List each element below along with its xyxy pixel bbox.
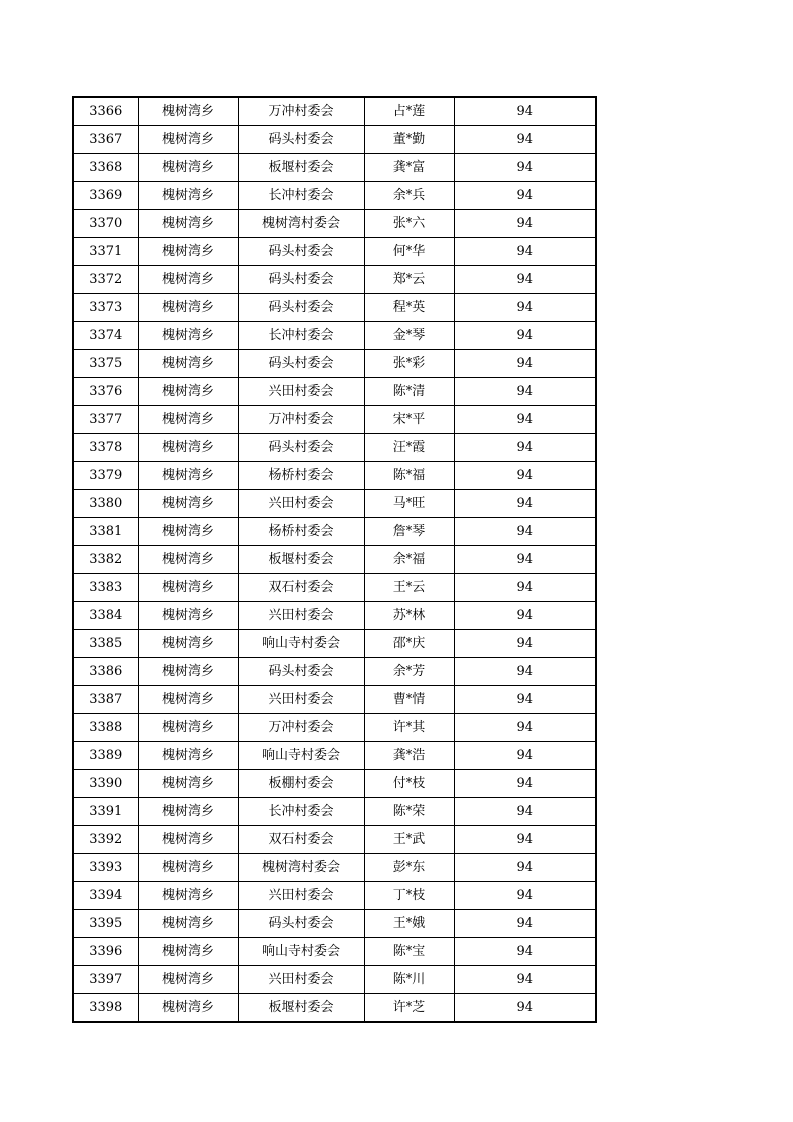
person-name-cell: 程*英 [364,294,454,322]
row-number-cell: 3382 [73,546,138,574]
table-row [73,742,596,770]
table-row [73,97,596,126]
village-committee-cell: 板堰村委会 [238,546,364,574]
village-committee-cell: 槐树湾村委会 [238,854,364,882]
township-cell: 槐树湾乡 [138,490,238,518]
table-row [73,182,596,210]
township-cell: 槐树湾乡 [138,742,238,770]
table-row [73,602,596,630]
row-number-cell: 3366 [73,97,138,126]
row-number-cell: 3394 [73,882,138,910]
township-cell: 槐树湾乡 [138,518,238,546]
amount-cell: 94 [454,97,596,126]
table-row [73,154,596,182]
township-cell: 槐树湾乡 [138,210,238,238]
row-number-cell: 3378 [73,434,138,462]
township-cell: 槐树湾乡 [138,938,238,966]
township-cell: 槐树湾乡 [138,994,238,1023]
amount-cell: 94 [454,182,596,210]
row-number-cell: 3381 [73,518,138,546]
person-name-cell: 许*其 [364,714,454,742]
township-cell: 槐树湾乡 [138,574,238,602]
table-row [73,210,596,238]
person-name-cell: 余*芳 [364,658,454,686]
amount-cell: 94 [454,350,596,378]
table-row [73,658,596,686]
amount-cell: 94 [454,882,596,910]
person-name-cell: 汪*霞 [364,434,454,462]
person-name-cell: 詹*琴 [364,518,454,546]
township-cell: 槐树湾乡 [138,97,238,126]
village-committee-cell: 码头村委会 [238,434,364,462]
amount-cell: 94 [454,686,596,714]
person-name-cell: 王*娥 [364,910,454,938]
person-name-cell: 陈*荣 [364,798,454,826]
row-number-cell: 3377 [73,406,138,434]
person-name-cell: 邵*庆 [364,630,454,658]
row-number-cell: 3379 [73,462,138,490]
village-committee-cell: 长冲村委会 [238,322,364,350]
person-name-cell: 何*华 [364,238,454,266]
person-name-cell: 余*福 [364,546,454,574]
township-cell: 槐树湾乡 [138,770,238,798]
amount-cell: 94 [454,658,596,686]
person-name-cell: 张*六 [364,210,454,238]
township-cell: 槐树湾乡 [138,434,238,462]
amount-cell: 94 [454,378,596,406]
table-row [73,882,596,910]
row-number-cell: 3367 [73,126,138,154]
row-number-cell: 3386 [73,658,138,686]
village-committee-cell: 响山寺村委会 [238,630,364,658]
amount-cell: 94 [454,602,596,630]
village-committee-cell: 码头村委会 [238,266,364,294]
person-name-cell: 苏*林 [364,602,454,630]
amount-cell: 94 [454,966,596,994]
table-row [73,910,596,938]
amount-cell: 94 [454,574,596,602]
row-number-cell: 3371 [73,238,138,266]
amount-cell: 94 [454,798,596,826]
person-name-cell: 宋*平 [364,406,454,434]
table-row [73,434,596,462]
row-number-cell: 3376 [73,378,138,406]
amount-cell: 94 [454,238,596,266]
row-number-cell: 3391 [73,798,138,826]
table-row [73,518,596,546]
amount-cell: 94 [454,210,596,238]
person-name-cell: 许*芝 [364,994,454,1023]
row-number-cell: 3393 [73,854,138,882]
village-committee-cell: 响山寺村委会 [238,938,364,966]
person-name-cell: 陈*清 [364,378,454,406]
table-row [73,350,596,378]
township-cell: 槐树湾乡 [138,546,238,574]
village-committee-cell: 码头村委会 [238,910,364,938]
table-row [73,574,596,602]
village-committee-cell: 双石村委会 [238,574,364,602]
amount-cell: 94 [454,518,596,546]
township-cell: 槐树湾乡 [138,798,238,826]
amount-cell: 94 [454,714,596,742]
table-row [73,798,596,826]
row-number-cell: 3372 [73,266,138,294]
township-cell: 槐树湾乡 [138,406,238,434]
row-number-cell: 3392 [73,826,138,854]
township-cell: 槐树湾乡 [138,182,238,210]
row-number-cell: 3387 [73,686,138,714]
row-number-cell: 3390 [73,770,138,798]
village-committee-cell: 兴田村委会 [238,882,364,910]
village-committee-cell: 板棚村委会 [238,770,364,798]
amount-cell: 94 [454,406,596,434]
village-committee-cell: 万冲村委会 [238,406,364,434]
amount-cell: 94 [454,126,596,154]
person-name-cell: 王*武 [364,826,454,854]
township-cell: 槐树湾乡 [138,658,238,686]
person-name-cell: 郑*云 [364,266,454,294]
village-committee-cell: 板堰村委会 [238,994,364,1023]
amount-cell: 94 [454,770,596,798]
row-number-cell: 3395 [73,910,138,938]
village-committee-cell: 兴田村委会 [238,602,364,630]
township-cell: 槐树湾乡 [138,630,238,658]
person-name-cell: 金*琴 [364,322,454,350]
township-cell: 槐树湾乡 [138,910,238,938]
person-name-cell: 余*兵 [364,182,454,210]
table-row [73,546,596,574]
person-name-cell: 董*勤 [364,126,454,154]
row-number-cell: 3374 [73,322,138,350]
row-number-cell: 3388 [73,714,138,742]
row-number-cell: 3375 [73,350,138,378]
village-committee-cell: 响山寺村委会 [238,742,364,770]
person-name-cell: 陈*川 [364,966,454,994]
table-row [73,126,596,154]
township-cell: 槐树湾乡 [138,854,238,882]
amount-cell: 94 [454,322,596,350]
village-committee-cell: 码头村委会 [238,294,364,322]
person-name-cell: 王*云 [364,574,454,602]
township-cell: 槐树湾乡 [138,154,238,182]
row-number-cell: 3383 [73,574,138,602]
person-name-cell: 付*枝 [364,770,454,798]
person-name-cell: 龚*浩 [364,742,454,770]
amount-cell: 94 [454,854,596,882]
row-number-cell: 3384 [73,602,138,630]
data-table [72,96,597,1023]
township-cell: 槐树湾乡 [138,882,238,910]
amount-cell: 94 [454,546,596,574]
village-committee-cell: 槐树湾村委会 [238,210,364,238]
table-row [73,714,596,742]
amount-cell: 94 [454,434,596,462]
person-name-cell: 张*彩 [364,350,454,378]
table-row [73,238,596,266]
township-cell: 槐树湾乡 [138,602,238,630]
village-committee-cell: 兴田村委会 [238,490,364,518]
table-row [73,630,596,658]
table-row [73,966,596,994]
row-number-cell: 3370 [73,210,138,238]
person-name-cell: 丁*枝 [364,882,454,910]
row-number-cell: 3396 [73,938,138,966]
village-committee-cell: 码头村委会 [238,658,364,686]
row-number-cell: 3369 [73,182,138,210]
table-row [73,378,596,406]
person-name-cell: 龚*富 [364,154,454,182]
table-row [73,266,596,294]
township-cell: 槐树湾乡 [138,266,238,294]
table-row [73,686,596,714]
row-number-cell: 3397 [73,966,138,994]
village-committee-cell: 万冲村委会 [238,714,364,742]
amount-cell: 94 [454,826,596,854]
table-row [73,938,596,966]
village-committee-cell: 码头村委会 [238,126,364,154]
township-cell: 槐树湾乡 [138,238,238,266]
row-number-cell: 3389 [73,742,138,770]
village-committee-cell: 兴田村委会 [238,378,364,406]
amount-cell: 94 [454,154,596,182]
village-committee-cell: 双石村委会 [238,826,364,854]
row-number-cell: 3385 [73,630,138,658]
village-committee-cell: 杨桥村委会 [238,518,364,546]
village-committee-cell: 兴田村委会 [238,686,364,714]
amount-cell: 94 [454,490,596,518]
township-cell: 槐树湾乡 [138,350,238,378]
village-committee-cell: 兴田村委会 [238,966,364,994]
amount-cell: 94 [454,910,596,938]
person-name-cell: 曹*情 [364,686,454,714]
amount-cell: 94 [454,462,596,490]
township-cell: 槐树湾乡 [138,294,238,322]
village-committee-cell: 码头村委会 [238,238,364,266]
village-committee-cell: 杨桥村委会 [238,462,364,490]
amount-cell: 94 [454,938,596,966]
amount-cell: 94 [454,742,596,770]
table-row [73,826,596,854]
village-committee-cell: 码头村委会 [238,350,364,378]
table-row [73,994,596,1023]
table-row [73,406,596,434]
table-row [73,490,596,518]
amount-cell: 94 [454,266,596,294]
amount-cell: 94 [454,630,596,658]
row-number-cell: 3373 [73,294,138,322]
table-row [73,294,596,322]
township-cell: 槐树湾乡 [138,966,238,994]
row-number-cell: 3380 [73,490,138,518]
amount-cell: 94 [454,994,596,1023]
township-cell: 槐树湾乡 [138,826,238,854]
village-committee-cell: 长冲村委会 [238,798,364,826]
village-committee-cell: 万冲村委会 [238,97,364,126]
village-committee-cell: 板堰村委会 [238,154,364,182]
person-name-cell: 占*莲 [364,97,454,126]
person-name-cell: 彭*东 [364,854,454,882]
township-cell: 槐树湾乡 [138,126,238,154]
township-cell: 槐树湾乡 [138,714,238,742]
amount-cell: 94 [454,294,596,322]
township-cell: 槐树湾乡 [138,322,238,350]
township-cell: 槐树湾乡 [138,686,238,714]
table-row [73,322,596,350]
person-name-cell: 马*旺 [364,490,454,518]
person-name-cell: 陈*宝 [364,938,454,966]
township-cell: 槐树湾乡 [138,462,238,490]
person-name-cell: 陈*福 [364,462,454,490]
village-committee-cell: 长冲村委会 [238,182,364,210]
table-row [73,462,596,490]
row-number-cell: 3398 [73,994,138,1023]
table-body [73,97,596,1022]
table-row [73,770,596,798]
township-cell: 槐树湾乡 [138,378,238,406]
row-number-cell: 3368 [73,154,138,182]
table-row [73,854,596,882]
